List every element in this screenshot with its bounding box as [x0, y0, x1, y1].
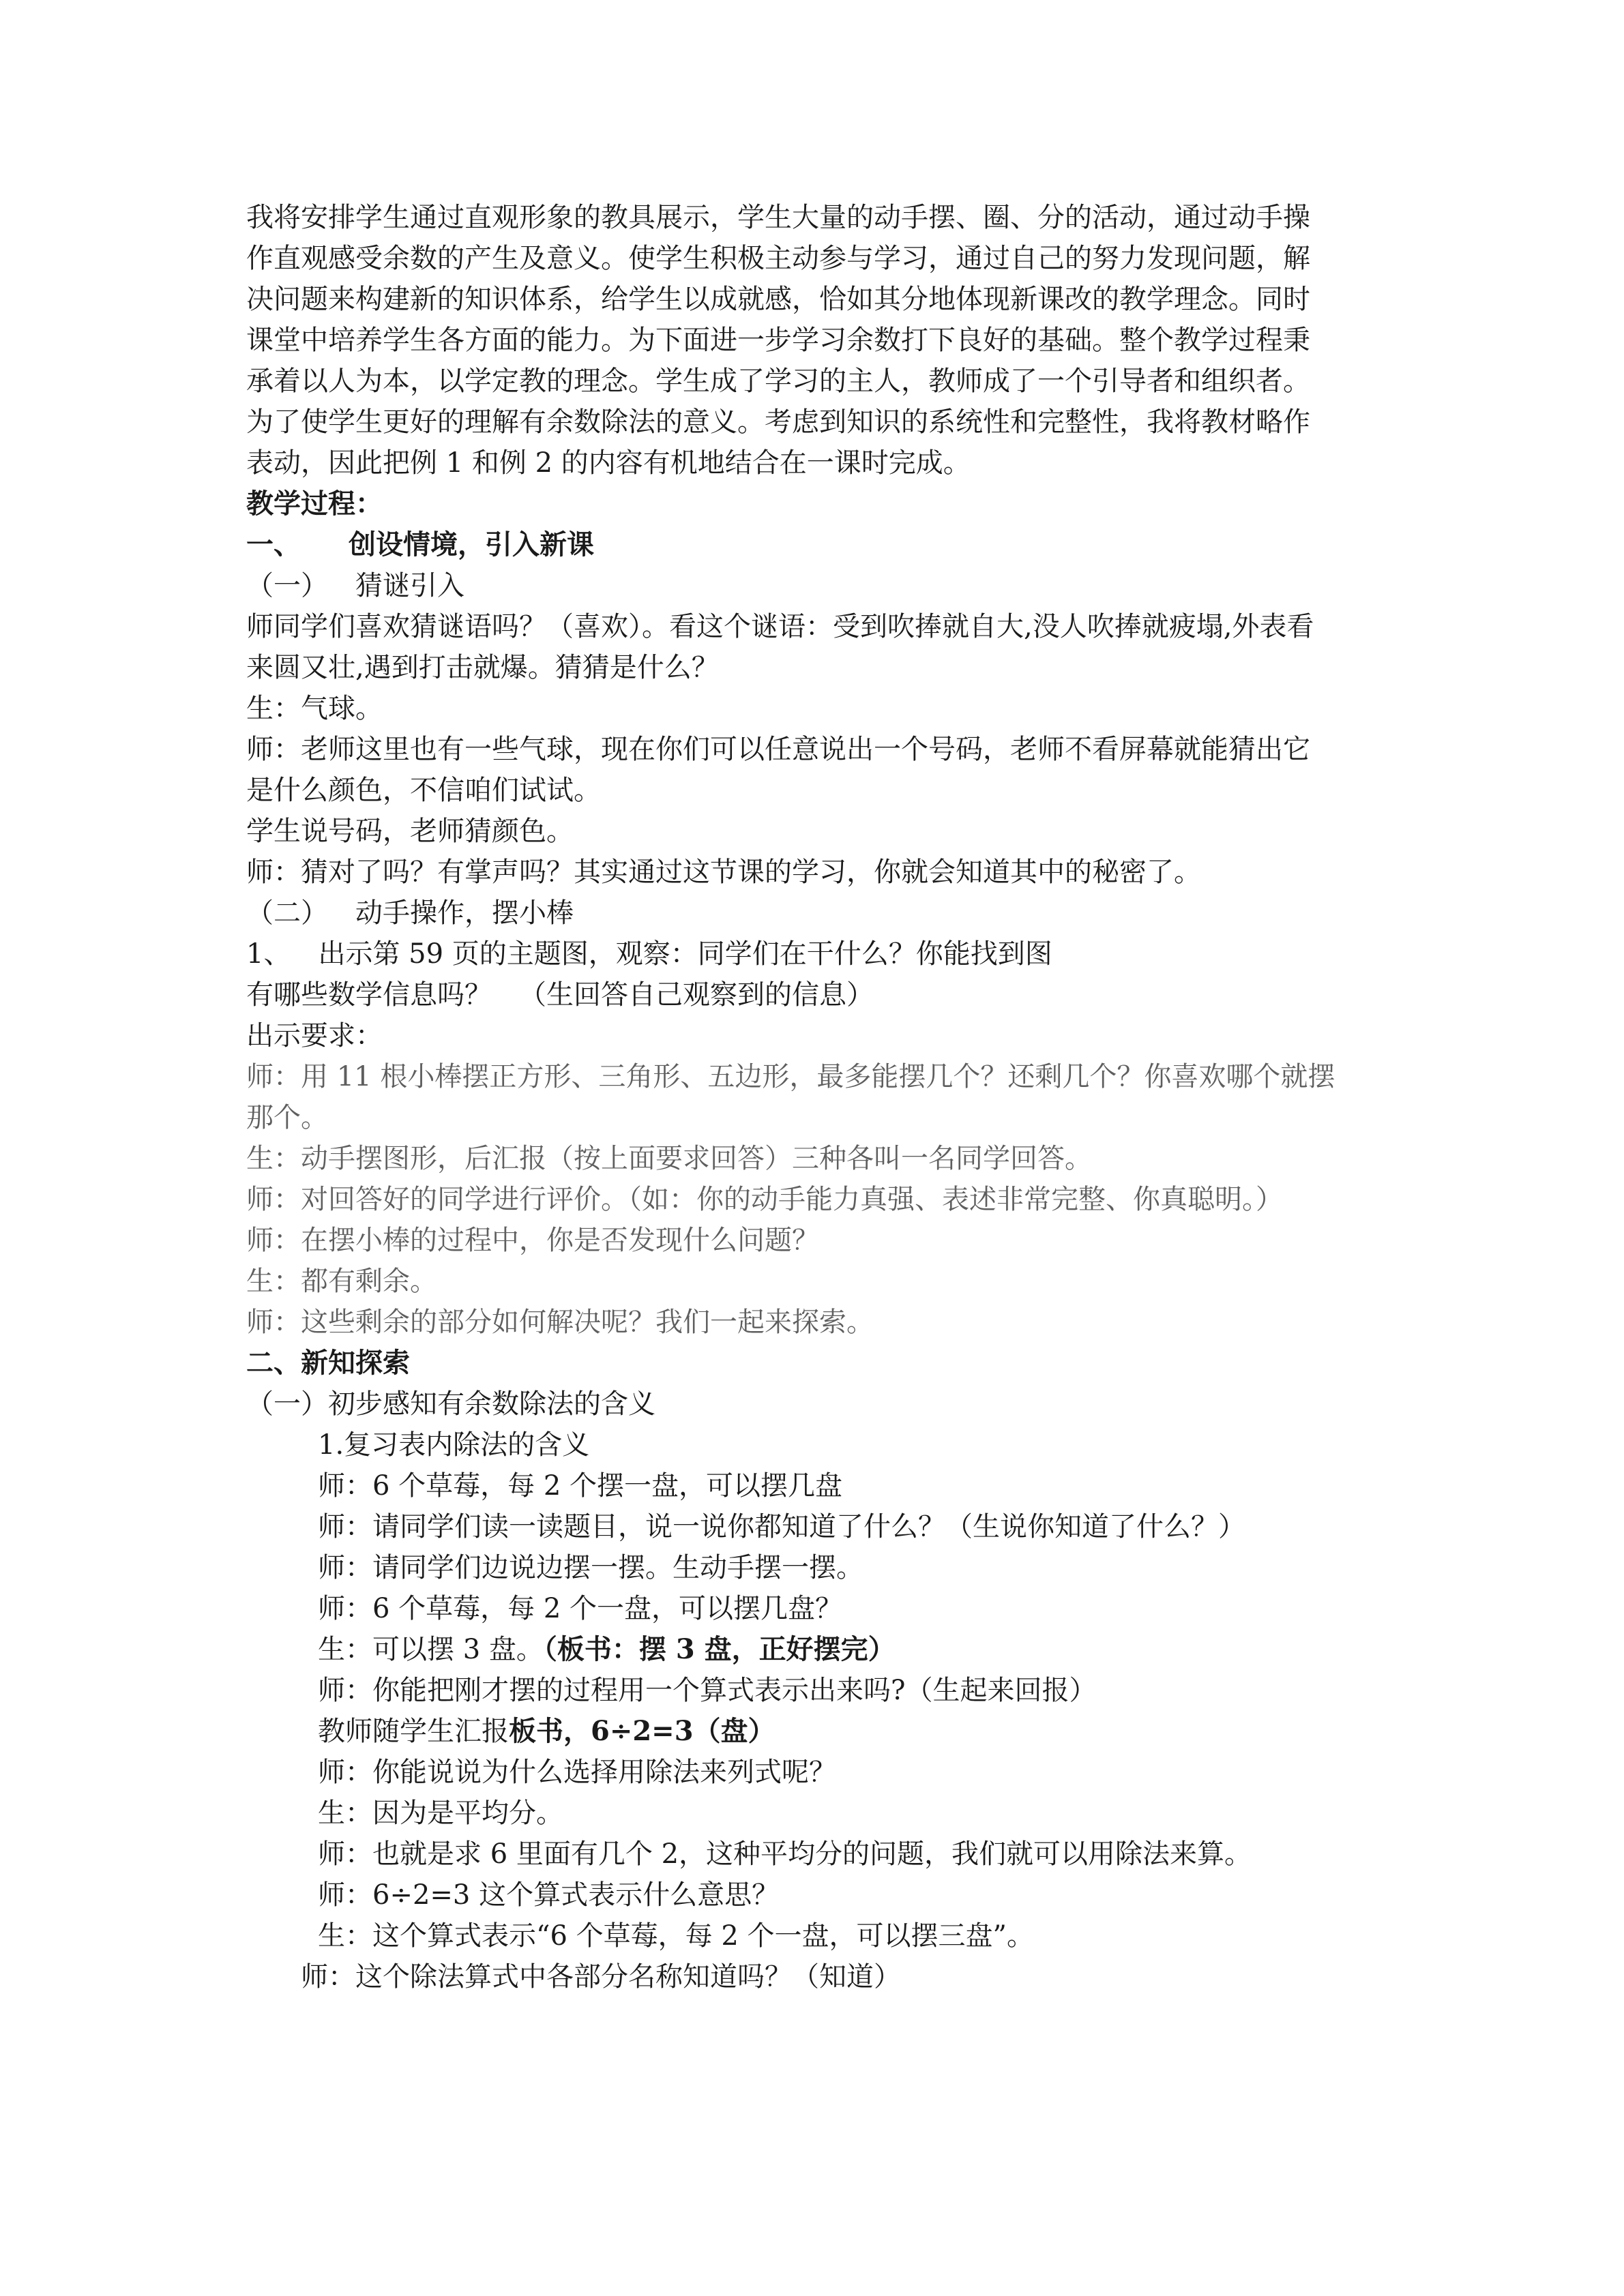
board-note: （板书：摆 3 盘，正好摆完） — [543, 1633, 896, 1665]
dialogue-line: 师：你能说说为什么选择用除法来列式呢？ — [318, 1757, 836, 1788]
grey-dialogue-line: 生：动手摆图形，后汇报（按上面要求回答）三种各叫一名同学回答。 — [246, 1143, 1092, 1174]
subsection-1b-title: 动手操作，摆小棒 — [355, 897, 574, 929]
section-1-title: 创设情境，引入新课 — [349, 528, 594, 561]
grey-dialogue-line: 师：这些剩余的部分如何解决呢？我们一起来探索。 — [246, 1307, 874, 1338]
dialogue-line: 师：6 个草莓，每 2 个一盘，可以摆几盘？ — [318, 1593, 843, 1624]
student-answer-text: 生：可以摆 3 盘。 — [318, 1634, 544, 1665]
subsection-1a-title: 猜谜引入 — [355, 570, 464, 601]
grey-dialogue-line: 生：都有剩余。 — [246, 1266, 437, 1297]
dialogue-line: 生：因为是平均分。 — [318, 1798, 563, 1829]
board-formula: 板书，6÷2=3（盘） — [509, 1715, 776, 1747]
subsection-1b-number: （二） — [246, 897, 328, 929]
requirement-label: 出示要求： — [246, 1020, 383, 1052]
item-1-line — [246, 935, 1052, 973]
dialogue-line: 师：也就是求 6 里面有几个 2，这种平均分的问题，我们就可以用除法来算。 — [318, 1838, 1252, 1870]
grey-dialogue-line: 师：对回答好的同学进行评价。（如：你的动手能力真强、表述非常完整、你真聪明。） — [246, 1184, 1283, 1215]
dialogue-line: 师同学们喜欢猜谜语吗？（喜欢）。看这个谜语：受到吹捧就自大,没人吹捧就疲塌,外表看 — [246, 611, 1314, 642]
subsection-1a-number: （一） — [246, 570, 328, 601]
dialogue-line: 生：这个算式表示“6 个草莓，每 2 个一盘，可以摆三盘”。 — [318, 1920, 1034, 1952]
intro-line: 我将安排学生通过直观形象的教具展示，学生大量的动手摆、圈、分的活动，通过动手操 — [246, 202, 1310, 233]
report-line — [318, 1712, 776, 1750]
intro-line: 承着以人为本，以学定教的理念。学生成了学习的主人，教师成了一个引导者和组织者。 — [246, 366, 1310, 397]
intro-line: 决问题来构建新的知识体系，给学生以成就感，恰如其分地体现新课改的教学理念。同时 — [246, 284, 1310, 315]
dialogue-line: 师：这个除法算式中各部分名称知道吗？（知道） — [301, 1961, 901, 1993]
dialogue-line: 师：你能把刚才摆的过程用一个算式表示出来吗?（生起来回报） — [318, 1675, 1097, 1706]
item-1-number: 1、 — [246, 938, 291, 970]
dialogue-line: 是什么颜色，不信咱们试试。 — [246, 775, 601, 806]
dialogue-line: 来圆又壮,遇到打击就爆。猜猜是什么？ — [246, 652, 719, 683]
item-1-note: （生回答自己观察到的信息） — [519, 979, 874, 1011]
subsection-1b-heading — [246, 894, 574, 932]
subsection-1a-heading — [246, 567, 464, 605]
review-heading: 1.复习表内除法的含义 — [318, 1429, 590, 1461]
dialogue-line: 师：6÷2=3 这个算式表示什么意思？ — [318, 1879, 780, 1911]
dialogue-line: 师：老师这里也有一些气球，现在你们可以任意说出一个号码，老师不看屏幕就能猜出它 — [246, 734, 1310, 765]
intro-line: 作直观感受余数的产生及意义。使学生积极主动参与学习，通过自己的努力发现问题，解 — [246, 243, 1310, 274]
item-1-cont-text: 有哪些数学信息吗？ — [246, 979, 492, 1011]
section-1-heading — [246, 526, 594, 564]
dialogue-line: 师：6 个草莓，每 2 个摆一盘，可以摆几盘 — [318, 1470, 843, 1502]
intro-line: 为了使学生更好的理解有余数除法的意义。考虑到知识的系统性和完整性，我将教材略作 — [246, 406, 1310, 438]
dialogue-line: 师：猜对了吗？有掌声吗？其实通过这节课的学习，你就会知道其中的秘密了。 — [246, 856, 1201, 888]
section-1-number: 一、 — [246, 528, 301, 561]
grey-dialogue-line: 那个。 — [246, 1102, 328, 1133]
grey-dialogue-line: 师：用 11 根小棒摆正方形、三角形、五边形，最多能摆几个？还剩几个？你喜欢哪个就摆 — [246, 1061, 1335, 1092]
report-text: 教师随学生汇报 — [318, 1716, 509, 1747]
intro-line: 课堂中培养学生各方面的能力。为下面进一步学习余数打下良好的基础。整个教学过程秉 — [246, 325, 1310, 356]
dialogue-line: 生：气球。 — [246, 693, 383, 724]
dialogue-line: 师：请同学们读一读题目，说一说你都知道了什么？（生说你知道了什么？） — [318, 1511, 1245, 1542]
item-1-text: 出示第 59 页的主题图，观察：同学们在干什么？你能找到图 — [318, 938, 1052, 970]
grey-dialogue-line: 师：在摆小棒的过程中，你是否发现什么问题？ — [246, 1225, 819, 1256]
dialogue-line: 学生说号码，老师猜颜色。 — [246, 816, 574, 847]
subsection-2a-heading: （一）初步感知有余数除法的含义 — [246, 1388, 655, 1420]
intro-line: 表动，因此把例 1 和例 2 的内容有机地结合在一课时完成。 — [246, 447, 971, 479]
student-answer-line — [318, 1630, 896, 1669]
dialogue-line: 师：请同学们边说边摆一摆。生动手摆一摆。 — [318, 1552, 863, 1583]
process-heading: 教学过程： — [246, 488, 383, 520]
item-1-continuation — [246, 976, 874, 1014]
section-2-heading: 二、新知探索 — [246, 1347, 410, 1379]
